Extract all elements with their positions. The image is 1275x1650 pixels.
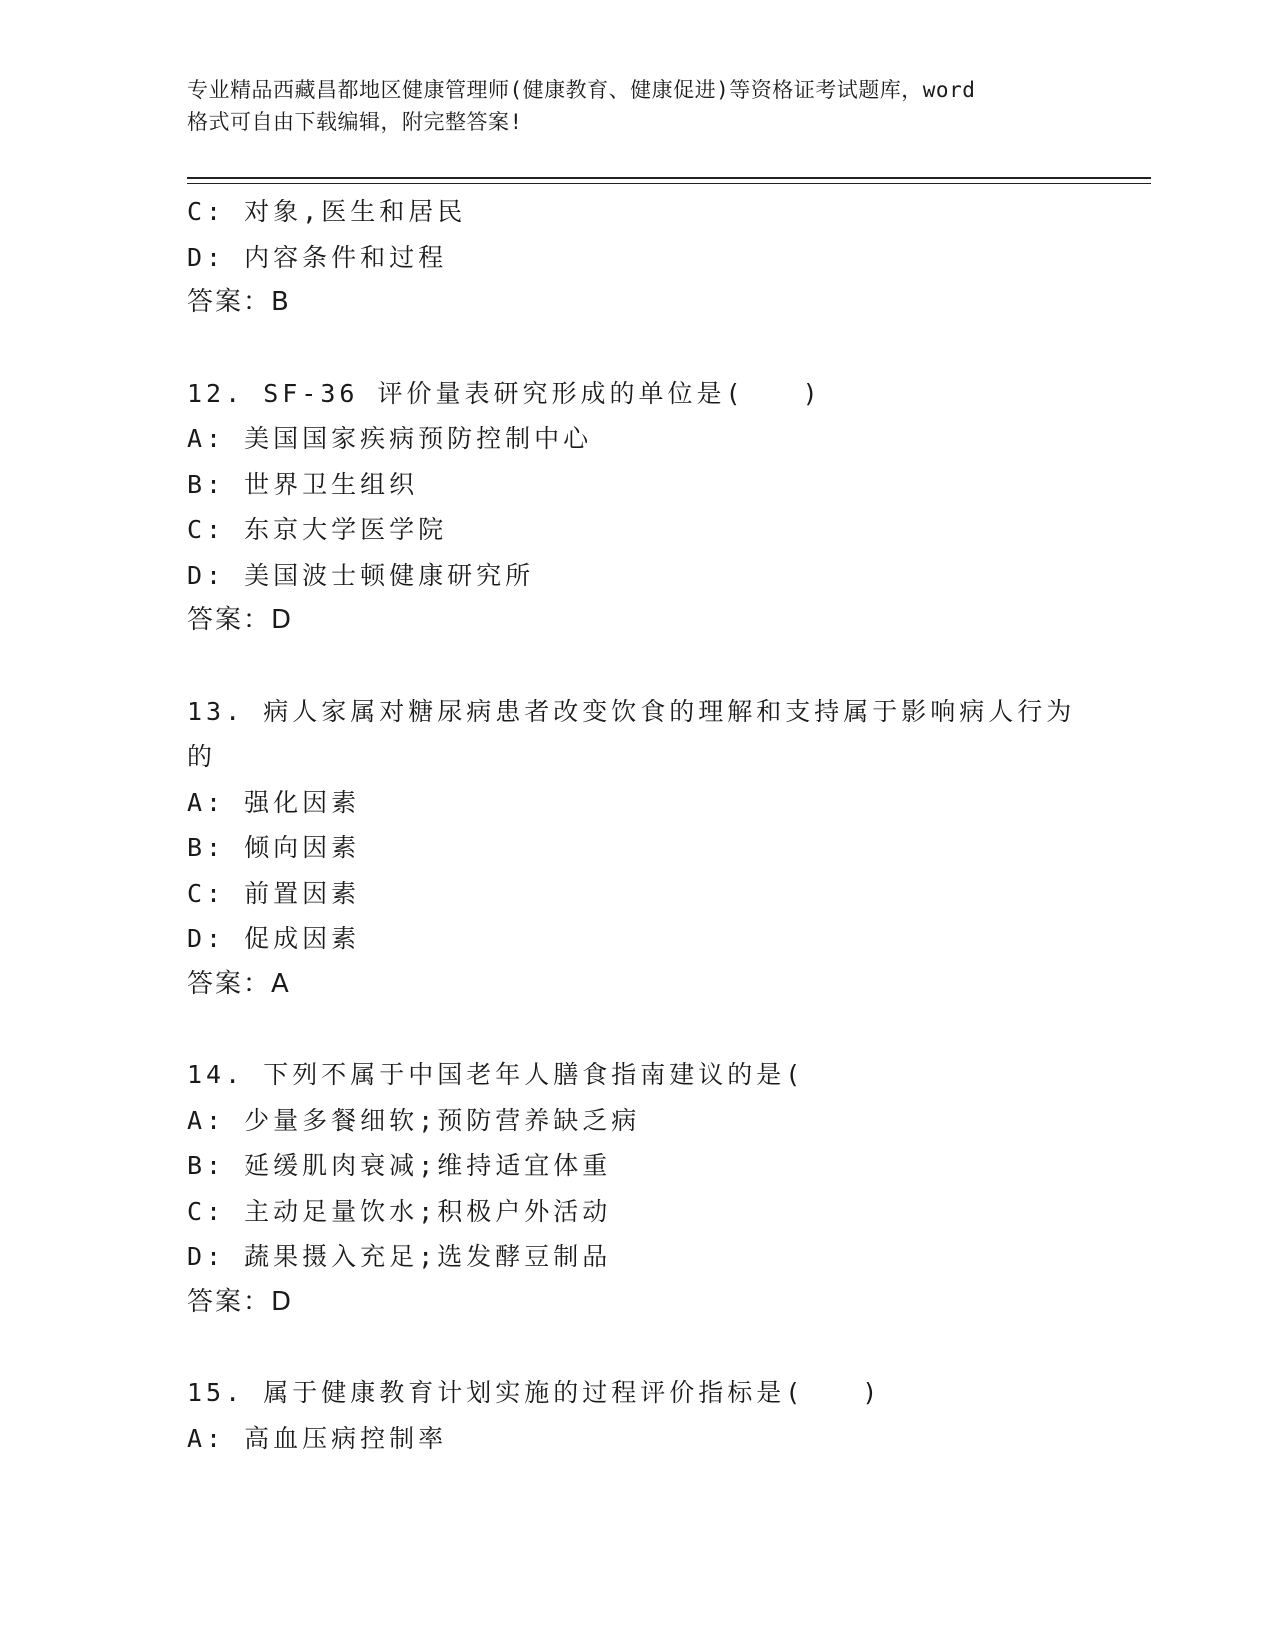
q14-option-c: C: 主动足量饮水;积极户外活动 [187,1196,612,1226]
q14-stem: 14. 下列不属于中国老年人膳食指南建议的是( [187,1060,805,1089]
document-header [187,74,1087,138]
spacer [187,644,1087,689]
question-11-tail [187,189,1087,326]
spacer [187,1007,1087,1052]
q13-stem-line-1: 13. 病人家属对糖尿病患者改变饮食的理解和支持属于影响病人行为 [187,696,1076,726]
q13-option-d: D: 促成因素 [187,924,361,953]
header-divider-thin [187,183,1151,184]
q13-answer: 答案：A [187,968,291,999]
spacer [187,1325,1087,1370]
question-14 [187,1052,1087,1325]
q14-answer: 答案：D [187,1286,294,1317]
q14-option-a: A: 少量多餐细软;预防营养缺乏病 [187,1105,641,1135]
question-list [187,189,1087,1461]
header-divider-thick [187,177,1151,179]
q14-option-b: B: 延缓肌肉衰减;维持适宜体重 [187,1151,612,1180]
q15-option-a: A: 高血压病控制率 [187,1423,448,1453]
q12-stem: 12. SF-36 评价量表研究形成的单位是( ) [187,378,822,408]
q12-option-b: B: 世界卫生组织 [187,469,419,499]
question-13 [187,689,1087,1008]
q12-option-c: C: 东京大学医学院 [187,515,448,544]
question-15 [187,1370,1087,1461]
header-title-line-2: 格式可自由下载编辑，附完整答案! [187,110,523,134]
q13-option-c: C: 前置因素 [187,878,361,908]
spacer [187,326,1087,371]
q11-answer: 答案：B [187,287,291,317]
header-title-line-1: 专业精品西藏昌都地区健康管理师(健康教育、健康促进)等资格证考试题库，word [187,78,976,102]
q13-option-b: B: 倾向因素 [187,833,361,862]
question-12 [187,371,1087,644]
q15-stem: 15. 属于健康教育计划实施的过程评价指标是( ) [187,1378,882,1407]
q12-option-d: D: 美国波士顿健康研究所 [187,560,535,590]
q14-option-d: D: 蔬果摄入充足;选发酵豆制品 [187,1242,612,1271]
q11-option-c: C: 对象,医生和居民 [187,197,467,226]
q12-option-a: A: 美国国家疾病预防控制中心 [187,424,593,453]
q13-option-a: A: 强化因素 [187,787,361,817]
q13-stem-line-2: 的 [187,742,217,771]
q12-answer: 答案：D [187,605,294,635]
q11-option-d: D: 内容条件和过程 [187,242,448,272]
